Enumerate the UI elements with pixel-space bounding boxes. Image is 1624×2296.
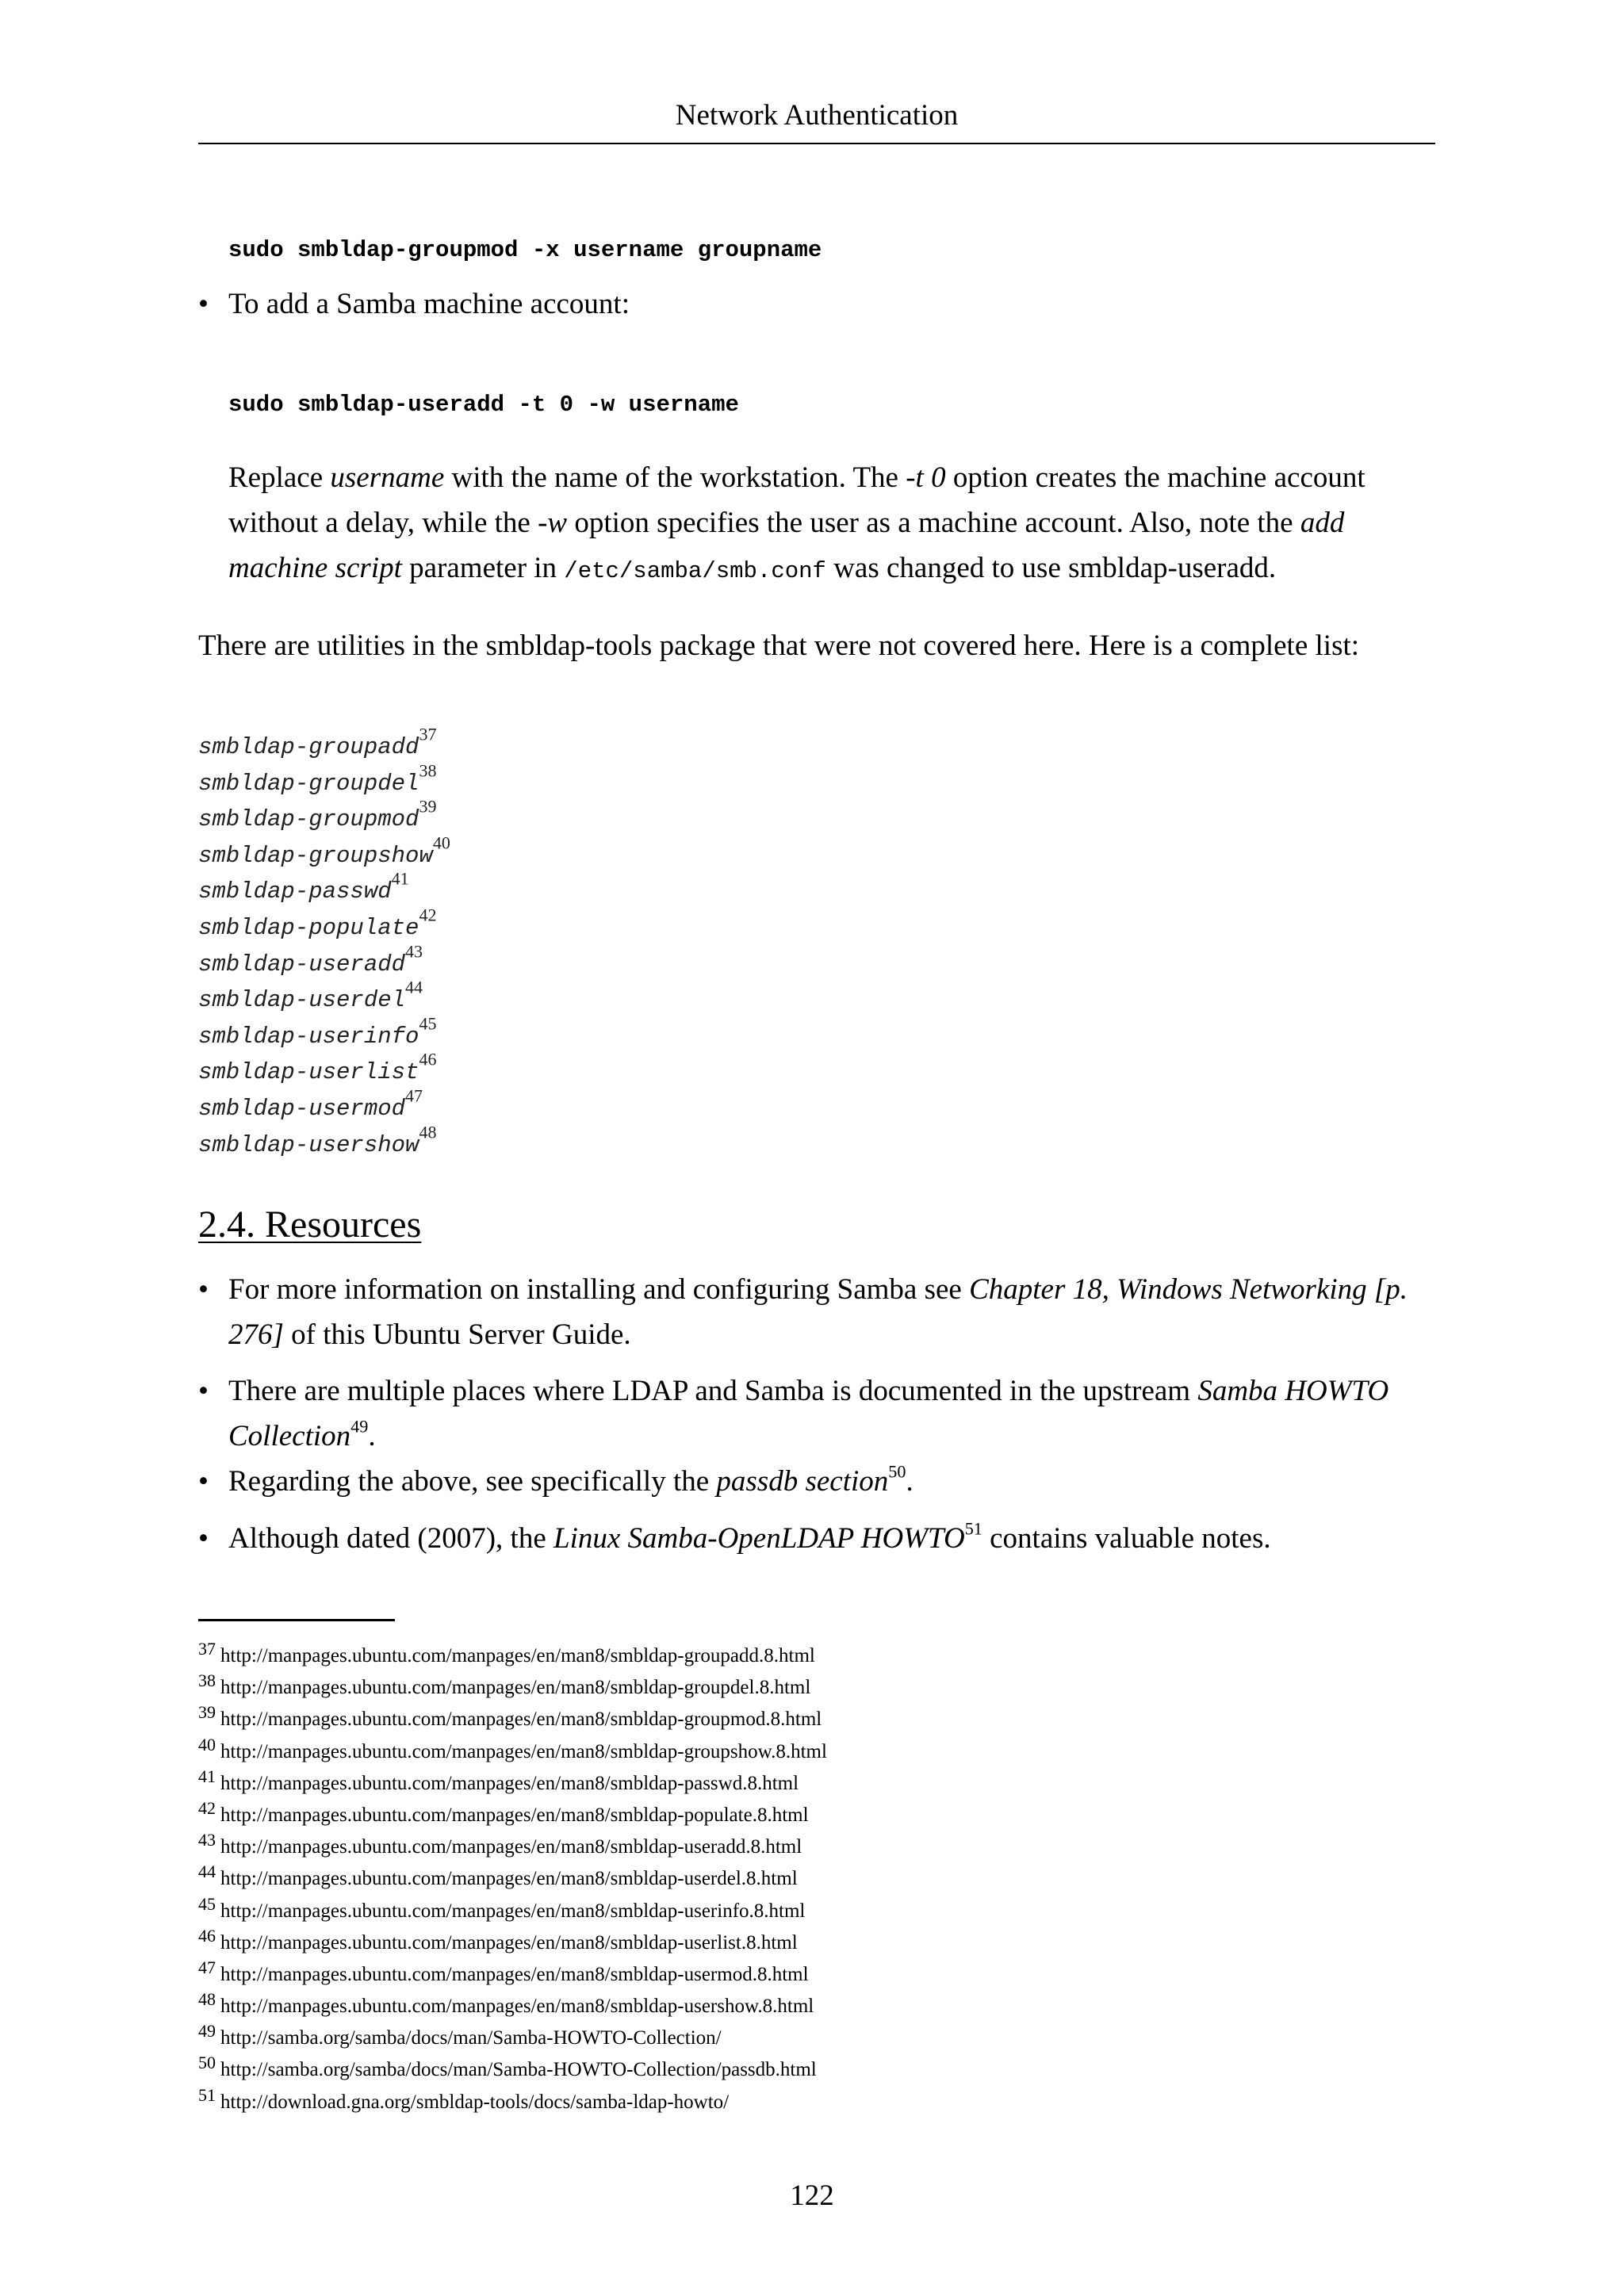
passdb-link[interactable]: passdb section: [716, 1465, 889, 1498]
footnote-url[interactable]: http://manpages.ubuntu.com/manpages/en/man8/smbldap-passwd.8.html: [220, 1772, 799, 1794]
footnote-url[interactable]: http://manpages.ubuntu.com/manpages/en/man8/smbldap-groupadd.8.html: [220, 1644, 815, 1667]
resource-bullet-1: • For more information on installing and configuring Samba see Chapter 18, Windows Networking [p. 276] of this Ubuntu Server Guide.: [198, 1267, 1435, 1357]
utility-name[interactable]: smbldap-groupdel: [198, 770, 419, 797]
footnote-url[interactable]: http://manpages.ubuntu.com/manpages/en/man8/smbldap-userlist.8.html: [220, 1931, 798, 1954]
footnote-url[interactable]: http://manpages.ubuntu.com/manpages/en/man8/smbldap-useradd.8.html: [220, 1835, 802, 1858]
footnote-url[interactable]: http://manpages.ubuntu.com/manpages/en/man8/smbldap-populate.8.html: [220, 1804, 809, 1826]
footnote-number: 46: [198, 1925, 216, 1946]
footnote-number: 49: [198, 2021, 216, 2042]
utilities-intro: There are utilities in the smbldap-tools package that were not covered here. Here is a complete list:: [198, 629, 1360, 662]
header-rule: [198, 143, 1435, 144]
utility-item[interactable]: [198, 832, 450, 874]
samba-howto-link[interactable]: Samba HOWTO Collection: [228, 1375, 1389, 1452]
footnote-list: [198, 1633, 827, 2111]
footnote-number: 40: [198, 1734, 216, 1755]
command-useradd: sudo smbldap-useradd -t 0 -w username: [228, 392, 739, 418]
footnote-url[interactable]: http://manpages.ubuntu.com/manpages/en/man8/smbldap-usermod.8.html: [220, 1963, 809, 1985]
footnote-number: 37: [198, 1639, 216, 1659]
footnote: [198, 1793, 827, 1824]
running-header: Network Authentication: [675, 99, 959, 132]
footnote-url[interactable]: http://manpages.ubuntu.com/manpages/en/man8/smbldap-groupshow.8.html: [220, 1740, 827, 1762]
utility-name[interactable]: smbldap-usershow: [198, 1131, 419, 1158]
utility-item[interactable]: [198, 977, 450, 1019]
footnote-rule: [198, 1619, 395, 1621]
footnote: [198, 1761, 827, 1793]
openldap-howto-link[interactable]: Linux Samba-OpenLDAP HOWTO: [553, 1522, 965, 1555]
footnote-url[interactable]: http://manpages.ubuntu.com/manpages/en/man8/smbldap-groupdel.8.html: [220, 1676, 811, 1698]
footnote-ref: 38: [419, 760, 437, 781]
bullet-dot: •: [198, 1522, 209, 1555]
footnote-number: 50: [198, 2053, 216, 2073]
resource-bullet-3: • Regarding the above, see specifically the passdb section$^{50}$.: [198, 1459, 1435, 1504]
utility-name[interactable]: smbldap-usermod: [198, 1095, 406, 1122]
footnote: [198, 2047, 827, 2079]
utility-name[interactable]: smbldap-groupadd: [198, 734, 419, 760]
footnote-number: 41: [198, 1766, 216, 1786]
replace-paragraph: Replace username with the name of the workstation. The -t 0 option creates the machine account without a delay, while the -w option specifies the user as a machine account. Also, note the add machine script parameter in /etc/samba/smb.conf was changed to use smbldap-useradd.: [228, 461, 1365, 584]
footnote: [198, 1920, 827, 1952]
footnote: [198, 1888, 827, 1920]
footnote: [198, 1665, 827, 1697]
footnote-number: 43: [198, 1830, 216, 1850]
utility-item[interactable]: [198, 760, 450, 802]
footnote-ref: 39: [419, 796, 437, 817]
footnote-url[interactable]: http://manpages.ubuntu.com/manpages/en/man8/smbldap-userinfo.8.html: [220, 1900, 806, 1922]
footnote: [198, 1633, 827, 1665]
footnote-number: 47: [198, 1957, 216, 1977]
footnote-ref: 46: [419, 1049, 437, 1070]
utility-item[interactable]: [198, 1013, 450, 1055]
footnote-ref: 40: [432, 832, 450, 853]
utility-name[interactable]: smbldap-userlist: [198, 1059, 419, 1086]
footnote-ref: 41: [391, 868, 409, 889]
footnote-url[interactable]: http://manpages.ubuntu.com/manpages/en/man8/smbldap-groupmod.8.html: [220, 1709, 822, 1731]
footnote: [198, 1856, 827, 1888]
footnote-number: 39: [198, 1702, 216, 1723]
footnote: [198, 1824, 827, 1856]
footnote: [198, 1697, 827, 1731]
utility-item[interactable]: [198, 1085, 450, 1127]
footnote: [198, 1952, 827, 1984]
utility-name[interactable]: smbldap-groupshow: [198, 842, 433, 869]
utility-name[interactable]: smbldap-passwd: [198, 878, 392, 905]
bullet-dot: •: [198, 1375, 209, 1407]
footnote-ref: 37: [419, 724, 437, 744]
footnote: [198, 1984, 827, 2015]
config-path: /etc/samba/smb.conf: [564, 558, 826, 584]
footnote: [198, 1729, 827, 1761]
bullet-machine-account: [198, 281, 1435, 327]
utility-item[interactable]: [198, 724, 450, 766]
footnote-url[interactable]: http://samba.org/samba/docs/man/Samba-HOWTO-Collection/: [220, 2027, 722, 2049]
footnote-number: 51: [198, 2084, 216, 2105]
footnote-ref: 47: [405, 1085, 423, 1106]
bullet-text: To add a Samba machine account:: [228, 288, 630, 320]
bullet-dot: •: [198, 1465, 209, 1498]
footnote-number: 48: [198, 1989, 216, 2010]
footnote-url[interactable]: http://manpages.ubuntu.com/manpages/en/man8/smbldap-usershow.8.html: [220, 1995, 814, 2017]
resource-bullet-2: • There are multiple places where LDAP and Samba is documented in the upstream Samba HOWTO Collection$^{49}$.: [198, 1368, 1435, 1459]
utility-item[interactable]: [198, 796, 450, 838]
bullet-dot: •: [198, 1273, 209, 1306]
footnote-url[interactable]: http://download.gna.org/smbldap-tools/docs/samba-ldap-howto/: [220, 2091, 730, 2113]
footnote-number: 44: [198, 1862, 216, 1882]
command-groupmod: sudo smbldap-groupmod -x username groupname: [228, 237, 822, 263]
footnote-ref: 44: [405, 977, 423, 997]
utility-name[interactable]: smbldap-populate: [198, 914, 419, 941]
footnote-number: 38: [198, 1670, 216, 1691]
footnote-ref: 43: [405, 941, 423, 962]
utility-item[interactable]: [198, 868, 450, 910]
section-title-resources[interactable]: 2.4. Resources: [198, 1203, 422, 1246]
utility-name[interactable]: smbldap-groupmod: [198, 806, 419, 833]
footnote-number: 45: [198, 1893, 216, 1914]
utility-name[interactable]: smbldap-useradd: [198, 951, 406, 978]
footnote-ref: 45: [419, 1013, 437, 1034]
footnote-ref: 48: [419, 1122, 437, 1142]
utility-name[interactable]: smbldap-userinfo: [198, 1023, 419, 1050]
footnote: [198, 2080, 827, 2111]
utility-name[interactable]: smbldap-userdel: [198, 987, 406, 1014]
utility-item[interactable]: [198, 1122, 450, 1164]
footnote-number: 42: [198, 1797, 216, 1818]
chapter-link[interactable]: Chapter 18, Windows Networking [p. 276]: [228, 1273, 1408, 1351]
footnote-ref: 42: [419, 905, 437, 925]
footnote-url[interactable]: http://manpages.ubuntu.com/manpages/en/man8/smbldap-userdel.8.html: [220, 1868, 798, 1890]
footnote: [198, 2015, 827, 2047]
page-number: 122: [790, 2179, 834, 2212]
bullet-dot: •: [198, 288, 209, 320]
resource-bullet-4: • Although dated (2007), the Linux Samba-OpenLDAP HOWTO$^{51}$ contains valuable notes.: [198, 1516, 1435, 1561]
utility-list: [198, 724, 450, 1163]
footnote-url[interactable]: http://samba.org/samba/docs/man/Samba-HOWTO-Collection/passdb.html: [220, 2059, 817, 2081]
